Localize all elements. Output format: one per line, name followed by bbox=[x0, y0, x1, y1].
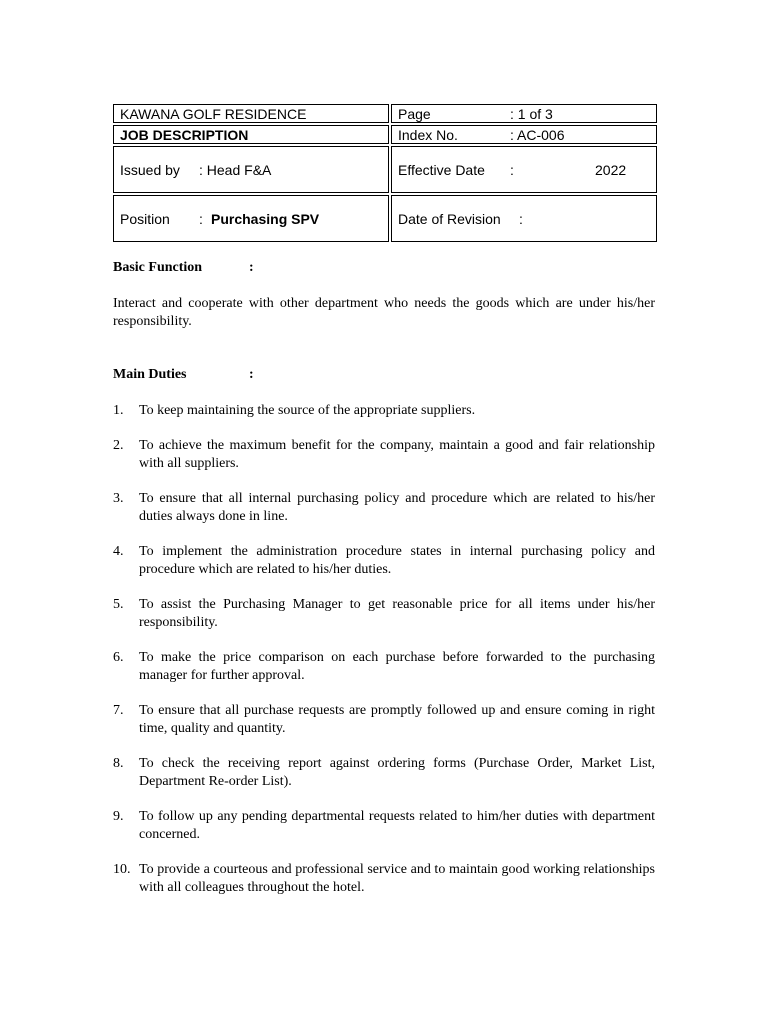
effective-value: 2022 bbox=[595, 161, 627, 178]
doc-type: JOB DESCRIPTION bbox=[120, 126, 249, 143]
duty-item bbox=[113, 490, 655, 526]
header-row-issued bbox=[113, 146, 657, 193]
duty-text: To assist the Purchasing Manager to get reasonable price for all items under his/her responsibility. bbox=[139, 597, 655, 630]
duty-number: 8. bbox=[113, 756, 124, 771]
header-row-doc bbox=[113, 125, 657, 144]
duty-number: 4. bbox=[113, 544, 124, 559]
revision-label: Date of Revision bbox=[398, 210, 501, 227]
doc-type-cell bbox=[113, 125, 389, 144]
main-duties-heading: Main Duties bbox=[113, 367, 187, 382]
duty-item bbox=[113, 702, 655, 738]
basic-function-text: Interact and cooperate with other department who needs the goods which are under his/her responsibility. bbox=[113, 296, 655, 329]
duty-number: 7. bbox=[113, 703, 124, 718]
main-duties-title bbox=[113, 367, 254, 383]
duty-item bbox=[113, 808, 655, 844]
position-value: Purchasing SPV bbox=[211, 210, 320, 227]
index-cell bbox=[391, 125, 657, 144]
main-duties-list bbox=[113, 402, 655, 897]
issued-value: : Head F&A bbox=[199, 161, 272, 178]
page-value: : 1 of 3 bbox=[510, 105, 553, 122]
duty-number: 9. bbox=[113, 809, 124, 824]
header-row-title bbox=[113, 104, 657, 123]
duty-number: 6. bbox=[113, 650, 124, 665]
position-colon: : bbox=[199, 210, 203, 227]
duty-text: To provide a courteous and professional service and to maintain good working relationships with all colleagues throughout the hotel. bbox=[139, 862, 655, 895]
index-label: Index No. bbox=[398, 126, 458, 143]
company-name: KAWANA GOLF RESIDENCE bbox=[120, 105, 307, 122]
basic-function-title bbox=[113, 260, 254, 276]
duty-number: 5. bbox=[113, 597, 124, 612]
duty-text: To make the price comparison on each purchase before forwarded to the purchasing manager for further approval. bbox=[139, 650, 655, 683]
duty-item bbox=[113, 755, 655, 791]
duty-number: 1. bbox=[113, 403, 124, 418]
issued-cell bbox=[113, 146, 389, 193]
basic-function-colon: : bbox=[249, 260, 254, 275]
page-cell bbox=[391, 104, 657, 123]
duty-item bbox=[113, 543, 655, 579]
duty-number: 2. bbox=[113, 438, 124, 453]
position-cell bbox=[113, 195, 389, 242]
effective-label: Effective Date bbox=[398, 161, 485, 178]
main-duties-colon: : bbox=[249, 367, 254, 382]
effective-cell bbox=[391, 146, 657, 193]
page-label: Page bbox=[398, 105, 431, 122]
index-value: : AC-006 bbox=[510, 126, 565, 143]
duty-text: To ensure that all purchase requests are promptly followed up and ensure coming in right time, quality and quantity. bbox=[139, 703, 655, 736]
duty-text: To check the receiving report against ordering forms (Purchase Order, Market List, Department Re-order List). bbox=[139, 756, 655, 789]
header-row-position bbox=[113, 195, 657, 242]
duty-item bbox=[113, 437, 655, 473]
basic-function-heading: Basic Function bbox=[113, 260, 203, 275]
duty-item bbox=[113, 596, 655, 632]
duty-item bbox=[113, 402, 655, 420]
company-cell bbox=[113, 104, 389, 123]
duty-item bbox=[113, 861, 655, 897]
duty-text: To keep maintaining the source of the appropriate suppliers. bbox=[139, 403, 476, 418]
duty-number: 10. bbox=[113, 862, 131, 877]
duty-text: To follow up any pending departmental requests related to him/her duties with department concerned. bbox=[139, 809, 655, 842]
duty-item bbox=[113, 649, 655, 685]
duty-number: 3. bbox=[113, 491, 124, 506]
duty-text: To ensure that all internal purchasing policy and procedure which are related to his/her duties always done in line. bbox=[139, 491, 655, 524]
duty-text: To implement the administration procedure states in internal purchasing policy and procedure which are related to his/her duties. bbox=[139, 544, 655, 577]
revision-cell bbox=[391, 195, 657, 242]
issued-label: Issued by bbox=[120, 161, 180, 178]
position-label: Position bbox=[120, 210, 170, 227]
duty-text: To achieve the maximum benefit for the company, maintain a good and fair relationship with all suppliers. bbox=[139, 438, 655, 471]
effective-colon: : bbox=[510, 161, 514, 178]
header-table bbox=[111, 102, 659, 244]
revision-colon: : bbox=[519, 210, 523, 227]
